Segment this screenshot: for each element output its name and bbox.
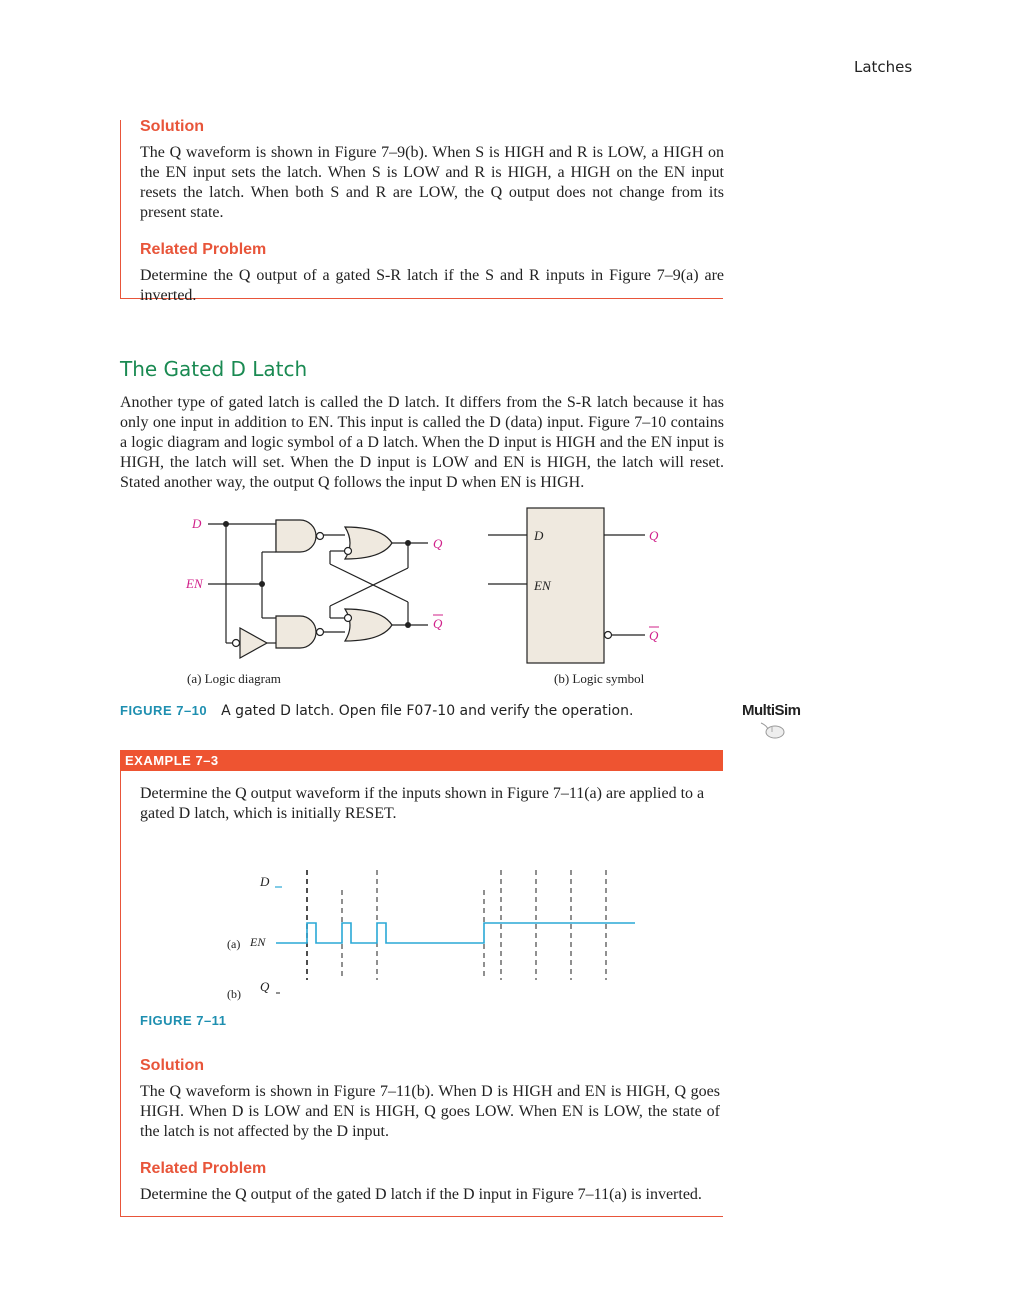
output-q-label: Q — [433, 536, 443, 551]
figure-7-11 — [220, 862, 650, 1007]
symbol-qbar-label: Q — [649, 628, 659, 643]
input-d-label: D — [192, 516, 202, 531]
example-left-rule — [120, 771, 121, 1217]
solution-2-heading: Solution — [140, 1057, 204, 1074]
inverter — [240, 628, 267, 658]
output-qbar-label: Q — [433, 616, 443, 631]
example-banner: EXAMPLE 7–3 — [120, 750, 723, 771]
figure-7-11-label: FIGURE 7–11 — [140, 1013, 227, 1028]
example-text: Determine the Q output waveform if the inputs shown in Figure 7–11(a) are applied to a gated D latch, which is initially RESET. — [140, 785, 705, 822]
related-problem-text: Determine the Q output of a gated S-R latch if the S and R inputs in Figure 7–9(a) are inverted. — [140, 267, 724, 304]
solution-heading: Solution — [140, 118, 204, 135]
example-bottom-rule — [120, 1216, 723, 1217]
figure-7-10-label: FIGURE 7–10 — [120, 703, 208, 718]
mouse-icon — [758, 720, 786, 740]
related-problem-2-heading: Related Problem — [140, 1160, 267, 1177]
part-a-label: (a) — [227, 937, 241, 951]
figure-7-10 — [170, 500, 670, 695]
running-head: Latches — [854, 58, 913, 76]
figure-7-10-caption-text: A gated D latch. Open file F07-10 and verify the operation. — [221, 703, 634, 719]
lower-or-gate — [345, 609, 392, 641]
logic-symbol-caption: (b) Logic symbol — [554, 671, 645, 686]
symbol-q-label: Q — [649, 528, 659, 543]
figure-7-10-caption — [120, 702, 633, 720]
lower-and-gate — [276, 616, 316, 648]
part-b-label: (b) — [227, 987, 241, 1001]
solution-text: The Q waveform is shown in Figure 7–9(b). When S is HIGH and R is LOW, a HIGH on the EN input sets the latch. When S is LOW and R is HIGH, a HIGH on the EN input resets the latch. When both S and R are LOW, the Q output does not change from its present state. — [140, 144, 724, 221]
related-problem-2-text: Determine the Q output of the gated D latch if the D input in Figure 7–11(a) is inverted. — [140, 1186, 702, 1203]
signal-en-label: EN — [250, 935, 266, 949]
logic-diagram-caption: (a) Logic diagram — [187, 671, 281, 686]
related-problem-heading: Related Problem — [140, 241, 267, 258]
upper-or-gate — [345, 527, 392, 559]
upper-and-gate — [276, 520, 316, 552]
pin-en-label: EN — [534, 578, 551, 593]
solution-2-text: The Q waveform is shown in Figure 7–11(b). When D is HIGH and EN is HIGH, Q goes HIGH. When D is LOW and EN is HIGH, Q goes LOW. When EN is LOW, the state of the latch is not affected by the D input. — [140, 1083, 720, 1140]
en-waveform — [276, 923, 635, 943]
signal-d-label: D — [260, 874, 270, 889]
multisim-logo: MultiSim — [742, 702, 801, 719]
pin-d-label: D — [534, 528, 544, 543]
input-en-label: EN — [186, 576, 203, 591]
section-title: The Gated D Latch — [120, 357, 308, 381]
box-left-rule — [120, 120, 121, 298]
section-text: Another type of gated latch is called the D latch. It differs from the S-R latch because it has only one input in addition to EN. This input is called the D (data) input. Figure 7–10 contains a logic diagram and logic symbol of a D latch. When the D input is HIGH and the EN input is HIGH, the latch will set. When the D input is LOW and EN is HIGH, the latch will reset. Stated another way, the output Q follows the input D when EN is HIGH. — [120, 394, 724, 491]
signal-q-label: Q — [260, 979, 270, 994]
